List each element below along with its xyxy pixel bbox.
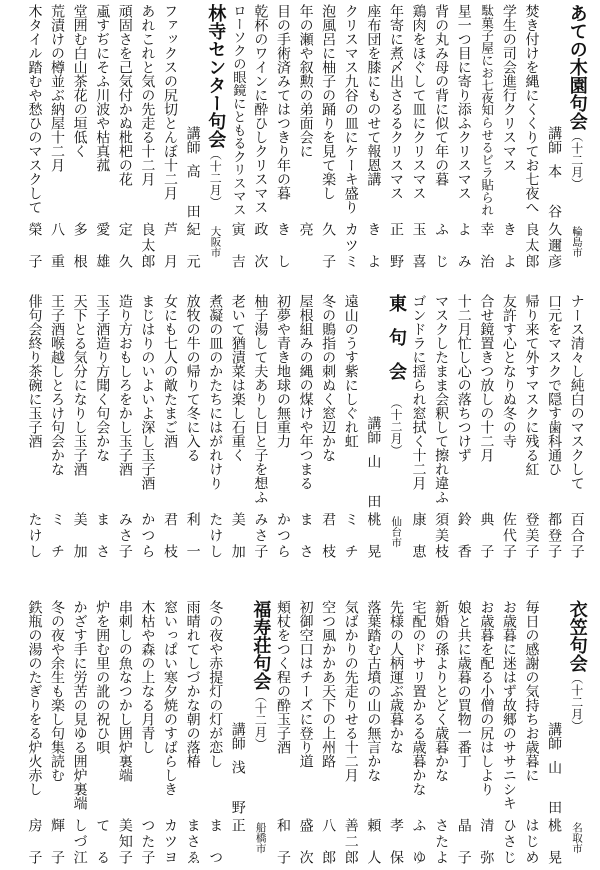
haiku-text: 木タイル踏むや愁ひのマスクして [26,4,43,214]
teacher-given-name: 桃晃 [546,818,563,864]
haiku-author: 鈴香 [455,512,472,558]
section-title [250,600,272,750]
haiku-author: 百合子 [568,512,585,558]
teacher-label: 講師 [365,416,382,444]
teacher-surname: 山田 [365,454,382,508]
haiku-text: 合せ鏡置きつ放しの十二月 [478,294,495,462]
haiku-entry [452,4,475,274]
haiku-author: 玉喜 [410,222,427,268]
haiku-text: 口元をマスクで隠す歯科通ひ [546,294,563,476]
haiku-author: 康恵 [410,512,427,558]
haiku-entry [294,4,317,274]
haiku-text: ナース清々し純白のマスクして [568,294,585,490]
haiku-entry [498,294,521,564]
haiku-text: 放牧の牛の帰りて冬に入る [184,294,201,462]
haiku-entry [91,600,114,870]
haiku-author: みさ子 [116,512,133,558]
haiku-text: 串刺しの魚なつかし囲炉裏端 [116,600,133,782]
haiku-author: 和子 [274,818,291,864]
haiku-text: 初夢や青き地球の無重力 [274,294,291,448]
haiku-text: マスクしたまま会釈して擦れ違ふ [433,294,450,504]
haiku-text: 冬の鵙指の刺ぬく窓辺かな [320,294,337,462]
text-band [0,4,600,274]
haiku-author: 美加 [229,512,246,558]
haiku-entry [159,294,182,564]
haiku-author: まさ [297,512,314,558]
haiku-entry [46,294,69,564]
haiku-author: きし [274,222,291,268]
haiku-entry [114,4,137,274]
haiku-text: 宅配のドサリ置かるる歳暮かな [410,600,427,796]
teacher-column [543,4,566,274]
teacher-given-name: 久邇彦 [546,222,563,268]
haiku-author: きよ [500,222,517,268]
haiku-entry [204,294,227,564]
haiku-entry [136,600,159,870]
haiku-text: 毎日の感謝の気持ちお歳暮に [523,600,540,782]
section-title-column [565,600,588,870]
haiku-entry [565,294,588,564]
haiku-author: 君枝 [162,512,179,558]
haiku-text: 年寄に煮〆出さるるクリスマス [387,4,404,200]
haiku-author: 良太郎 [523,222,540,268]
haiku-author: まつ [207,818,224,864]
haiku-text: ゴンドラに揺られ窓拭く十二月 [410,294,427,490]
haiku-author: みさ子 [252,512,269,558]
haiku-entry [339,4,362,274]
haiku-author: たけし [207,512,224,558]
section-title [205,4,227,208]
haiku-text: 遠山のうす紫にしぐれ虹 [342,294,359,448]
haiku-author: 君枝 [320,512,337,558]
haiku-text: 冬の夜や余生も楽し句集読む [49,600,66,782]
haiku-text: 先様の人柄運ぶ歳暮かな [387,600,404,754]
teacher-label: 講師 [184,126,201,154]
haiku-text: 玉子酒造り方聞く句会かな [94,294,111,462]
section-name: 林寺センター句会 [205,4,227,148]
haiku-author: よみ [455,222,472,268]
haiku-author: はじめ [523,818,540,864]
haiku-author: ふじ [433,222,450,268]
haiku-text: 頑固さを己気付かぬ枇杷の花 [116,4,133,186]
haiku-entry [294,294,317,564]
haiku-entry [159,600,182,870]
haiku-author: 幸治 [478,222,495,268]
section-title-column [385,294,408,564]
haiku-entry [520,600,543,870]
haiku-entry [407,600,430,870]
haiku-author: 孝保 [387,818,404,864]
haiku-entry [430,4,453,274]
haiku-entry [362,600,385,870]
haiku-entry [317,294,340,564]
haiku-entry [91,294,114,564]
haiku-entry [272,600,295,870]
haiku-entry [136,4,159,274]
haiku-author: 寅吉 [229,222,246,268]
haiku-author: 善二郎 [342,818,359,864]
haiku-text: クリスマス九谷の皿にケーキ盛り [342,4,359,214]
haiku-entry [520,294,543,564]
haiku-text: 造り方おもしろをかし玉子酒 [116,294,133,476]
haiku-entry [385,600,408,870]
haiku-author: 久子 [320,222,337,268]
haiku-author: つた子 [139,818,156,864]
haiku-author: 清弥 [478,818,495,864]
haiku-author: かつら [139,512,156,558]
haiku-author: カツヨ [162,818,179,864]
haiku-entry [543,294,566,564]
haiku-author: ひさじ [500,818,517,864]
teacher-surname: 本谷 [546,164,563,218]
haiku-text: 落葉踏む古墳の山の無言かな [365,600,382,782]
haiku-text: お歳暮を配る小僧の尻はしより [478,600,495,796]
haiku-text: 冬の夜や赤提灯の灯が恋し [207,600,224,768]
haiku-author: ミチ [49,512,66,558]
haiku-entry [452,294,475,564]
haiku-text: 堂囲む白山茶花の垣低く [71,4,88,158]
haiku-entry [91,4,114,274]
teacher-surname: 高田 [184,164,201,218]
haiku-author: 典子 [478,512,495,558]
section-title-column [565,4,588,274]
haiku-text: 老いて猶漬菜は楽し石重く [229,294,246,462]
haiku-text: 学生の司会進行クリスマス [500,4,517,172]
haiku-text: 駄菓子屋にお七夜知らせるビラ貼られ [479,4,495,216]
haiku-entry [249,4,272,274]
section-title [387,294,405,457]
haiku-author: 佐代子 [500,512,517,558]
haiku-entry [317,600,340,870]
haiku-text: 鶏肉をほぐして皿にクリスマス [410,4,427,200]
haiku-entry [317,4,340,274]
haiku-text: 十二月忙し心の落ちつけず [455,294,472,462]
teacher-city: 仙台市 [390,516,403,548]
haiku-text: 友許す心となりぬ冬の寺 [500,294,517,448]
haiku-text: 初御空口はチーズに登り道 [297,600,314,768]
haiku-author: たけし [26,512,43,558]
haiku-entry [339,600,362,870]
section-name: 福寿荘句会 [250,600,272,690]
haiku-author: かつら [274,512,291,558]
teacher-column [362,294,385,564]
haiku-author: 盛次 [297,818,314,864]
teacher-surname: 浅野 [229,760,246,814]
haiku-entry [136,294,159,564]
haiku-entry [272,4,295,274]
section-month: （十二月） [208,148,223,208]
haiku-text: ローソクの眼鏡にともるクリスマス [230,4,246,216]
haiku-entry [475,294,498,564]
haiku-text: 帰り来て外すマスクに残る紅 [523,294,540,476]
haiku-text: 目の手術済みてはつきり年の暮 [274,4,291,200]
haiku-text: 天下とる気分になりし玉子酒 [71,294,88,476]
haiku-author: まさ [94,512,111,558]
haiku-entry [68,294,91,564]
haiku-entry [23,4,46,274]
teacher-column [543,600,566,870]
haiku-entry [227,4,250,274]
teacher-column [227,600,250,870]
haiku-text: 星一つ目に寄り添ふクリスマス [455,4,472,200]
haiku-entry [520,4,543,274]
haiku-author: さたよ [433,818,450,864]
teacher-city: 輪島市 [570,226,583,258]
haiku-text: 雨晴れてしづかな朝の落椿 [184,600,201,768]
haiku-author: 美加 [71,512,88,558]
haiku-text: 座布団を膝にものせて報恩講 [365,4,382,186]
section-name: 衣笠句会 [566,600,588,672]
section-title-column [249,600,272,870]
haiku-entry [181,294,204,564]
haiku-author: 良太郎 [139,222,156,268]
haiku-entry [339,294,362,564]
text-band [0,600,600,870]
haiku-text: 颪すぢにそふ川波や枯真菰 [94,4,111,172]
haiku-text: 頬杖をつく程の酔玉子酒 [274,600,291,754]
haiku-text: 女にも七人の敵たまご酒 [162,294,179,448]
haiku-author: 多根 [71,222,88,268]
haiku-text: かざす手に労苦の見ゆる囲炉裏端 [71,600,88,810]
haiku-text: 窓いっぱい寒夕焼のすばらしき [162,600,179,796]
teacher-given-name: 桃晃 [365,512,382,558]
haiku-author: きよ [365,222,382,268]
haiku-entry [181,600,204,870]
section-name: 東句会 [385,294,407,397]
haiku-author: カツミ [342,222,359,268]
haiku-text: 王子酒喉越しとろけ句会かな [49,294,66,476]
haiku-entry [452,600,475,870]
haiku-text: 柚子湯して夫ありし日と子を想ふ [252,294,269,504]
haiku-entry [362,4,385,274]
teacher-city: 大阪市 [209,226,222,258]
haiku-text: 娘と共に歳暮の買物一番丁 [455,600,472,768]
haiku-text: 気ばかりの先走りせる十二月 [342,600,359,782]
haiku-author: 須美枝 [433,512,450,558]
section-month: （十二月） [388,396,403,457]
haiku-author: 芦月 [162,222,179,268]
haiku-author: 輝子 [49,818,66,864]
haiku-entry [114,600,137,870]
haiku-text: 木枯や森の上なる月青し [139,600,156,754]
haiku-entry [23,294,46,564]
haiku-entry [159,4,182,274]
haiku-text: 煮凝の皿のかたちにはがれけり [207,294,224,490]
haiku-entry [68,600,91,870]
haiku-text: 背の丸み母の背に似て年の暮 [433,4,450,186]
haiku-entry [498,4,521,274]
haiku-entry [46,4,69,274]
haiku-author: 八重 [49,222,66,268]
haiku-entry [272,294,295,564]
haiku-author: ふゆ [410,818,427,864]
haiku-entry [294,600,317,870]
haiku-text: 鉄瓶の湯のたぎりをる炉火赤し [26,600,43,796]
haiku-author: てる [94,818,111,864]
section-title [568,600,586,732]
teacher-city: 船橋市 [254,822,267,854]
haiku-text: 荒漬けの樽並ぶ納屋十二月 [49,4,66,172]
haiku-author: 亮 [297,222,314,236]
haiku-text: 屋根組みの縄の煤けや年つまる [297,294,314,490]
teacher-label: 講師 [229,722,246,750]
section-month: （十二月） [569,130,584,190]
haiku-text: 空つ風かかあ天下の上州路 [320,600,337,768]
haiku-author: 愛雄 [94,222,111,268]
haiku-text: ファックスの尻切とんぼ十二月 [162,4,179,200]
section-name: あての木園句会 [566,4,588,130]
teacher-given-name: 正 [229,818,246,832]
haiku-author: ミチ [342,512,359,558]
haiku-author: 定久 [116,222,133,268]
haiku-text: お歳暮に迷はず故郷のササニシキ [500,600,517,810]
haiku-text: 俳句会終り茶碗に玉子酒 [26,294,43,448]
haiku-entry [407,4,430,274]
haiku-entry [430,600,453,870]
haiku-entry [227,294,250,564]
haiku-entry [249,294,272,564]
haiku-text: 乾杯のワインに酔ひしクリスマス [252,4,269,214]
section-month: （十二月） [253,690,268,750]
haiku-entry [114,294,137,564]
haiku-text: あれこれと気の先走る十二月 [139,4,156,186]
haiku-author: 房子 [26,818,43,864]
teacher-city: 名取市 [570,822,583,854]
teacher-column [181,4,204,274]
section-title [568,4,586,190]
haiku-author: 美知子 [116,818,133,864]
haiku-text: 新婚の孫よりとどく歳暮かな [433,600,450,782]
haiku-author: 榮子 [26,222,43,268]
haiku-author: 利一 [184,512,201,558]
haiku-author: 都登子 [546,512,563,558]
haiku-author: 登美子 [523,512,540,558]
haiku-author: 正野 [387,222,404,268]
haiku-entry [475,600,498,870]
haiku-entry [475,4,498,274]
teacher-surname: 山田 [546,760,563,814]
haiku-entry [68,4,91,274]
haiku-entry [385,4,408,274]
teacher-given-name: 紀元 [184,222,201,268]
haiku-text: 炉を囲む里の訛の祝ひ唄 [94,600,111,754]
haiku-author: 頼人 [365,818,382,864]
teacher-label: 講師 [546,722,563,750]
haiku-author: まさゑ [184,818,201,864]
haiku-entry [46,600,69,870]
haiku-entry [430,294,453,564]
haiku-text: 年の瀬や叙勲の弟面会に [297,4,314,158]
haiku-text: 泡風呂に柚子の踊りを見て楽し [320,4,337,200]
haiku-author: 八郎 [320,818,337,864]
haiku-entry [498,600,521,870]
haiku-author: 晶子 [455,818,472,864]
haiku-text: 焚き付けを縄にくくりてお七夜へ [523,4,540,214]
text-band [0,294,600,564]
haiku-entry [204,600,227,870]
section-month: （十二月） [569,672,584,732]
section-title-column [204,4,227,274]
haiku-entry [23,600,46,870]
haiku-author: しづ江 [71,818,88,864]
haiku-text: まじはりのいよいよ深し玉子酒 [139,294,156,490]
teacher-label: 講師 [546,126,563,154]
haiku-entry [407,294,430,564]
haiku-author: 政次 [252,222,269,268]
